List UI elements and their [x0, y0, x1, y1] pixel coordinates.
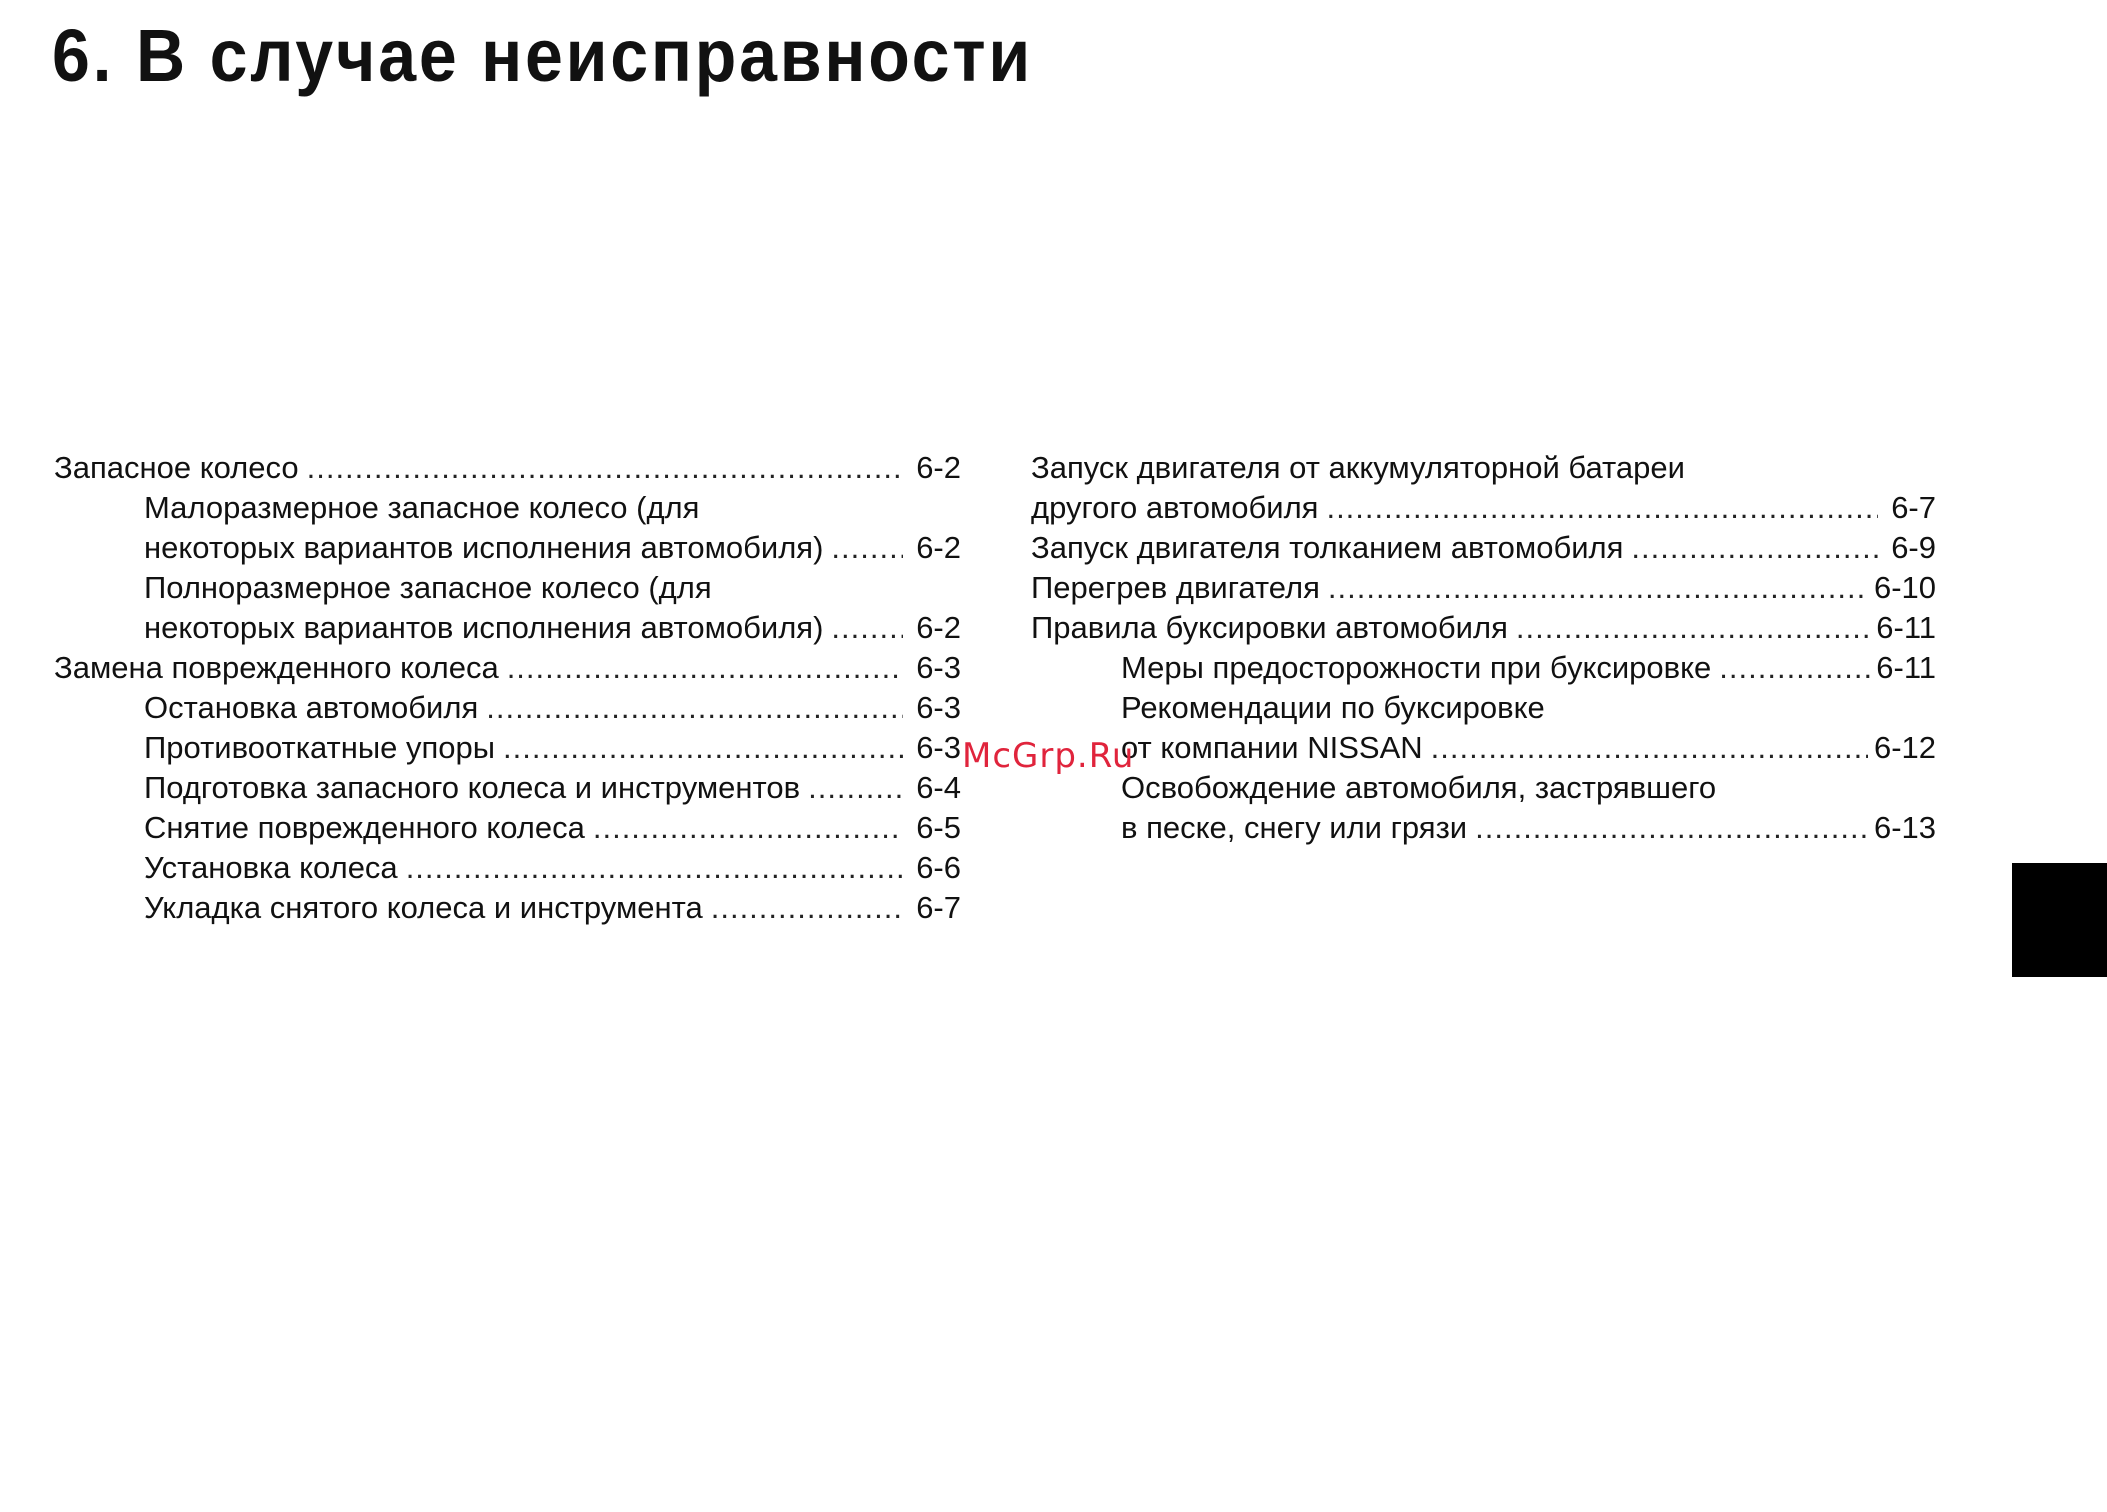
toc-entry[interactable]: [1031, 448, 1936, 528]
toc-leader-dots: [808, 768, 903, 808]
toc-entry[interactable]: [54, 488, 961, 568]
toc-leader-dots: [1516, 608, 1870, 648]
toc-leader-dots: [593, 808, 903, 848]
toc-entry-line: [1031, 528, 1936, 568]
toc-entry-line: [1121, 768, 1936, 808]
toc-entry-line: [1121, 688, 1936, 728]
toc-entry-line: [1031, 488, 1936, 528]
toc-entry[interactable]: [1031, 528, 1936, 568]
toc-entry-title: Рекомендации по буксировке: [1121, 690, 1545, 725]
toc-leader-dots: [1326, 488, 1878, 528]
toc-page-number: 6-5: [916, 810, 961, 845]
toc-page-number: 6-2: [916, 450, 961, 485]
toc-leader-dots: [1328, 568, 1868, 608]
toc-entry-title: Запуск двигателя от аккумуляторной батареи: [1031, 450, 1685, 485]
toc-entry-title: Противооткатные упоры: [144, 730, 496, 765]
watermark: McGrp.Ru: [962, 736, 1135, 776]
toc-entry-title: Замена поврежденного колеса: [54, 650, 499, 685]
toc-entry-line: [1121, 728, 1936, 768]
toc-entry-title: Установка колеса: [144, 850, 398, 885]
toc-entry-title: Освобождение автомобиля, застрявшего: [1121, 770, 1717, 805]
toc-page-number: 6-12: [1873, 730, 1936, 765]
toc-leader-dots: [831, 608, 903, 648]
toc-entry[interactable]: [1031, 768, 1936, 848]
toc-entry-title: в песке, снегу или грязи: [1121, 810, 1468, 845]
toc-leader-dots: [1719, 648, 1870, 688]
toc-entry[interactable]: [54, 848, 961, 888]
toc-entry-line: [144, 488, 961, 528]
toc-entry-line: [144, 688, 961, 728]
toc-entry-line: [1031, 568, 1936, 608]
toc-entry-title: Меры предосторожности при буксировке: [1121, 650, 1712, 685]
toc-leader-dots: [307, 448, 903, 488]
toc-entry-title: Запасное колесо: [54, 450, 299, 485]
toc-leader-dots: [831, 528, 903, 568]
toc-entry-line: [144, 608, 961, 648]
toc-entry-line: [144, 728, 961, 768]
toc-entry-line: [54, 648, 961, 688]
toc-entry[interactable]: [54, 728, 961, 768]
toc-page-number: 6-7: [916, 890, 961, 925]
toc-page-number: 6-10: [1873, 570, 1936, 605]
toc-entry-title: Остановка автомобиля: [144, 690, 479, 725]
toc-page-number: 6-6: [916, 850, 961, 885]
toc-entry-title: Подготовка запасного колеса и инструментов: [144, 770, 801, 805]
toc-leader-dots: [711, 888, 903, 928]
toc-entry-line: [144, 808, 961, 848]
toc-leader-dots: [1431, 728, 1868, 768]
toc-left-column: [54, 448, 961, 928]
toc-page-number: 6-13: [1873, 810, 1936, 845]
toc-entry[interactable]: [54, 888, 961, 928]
toc-leader-dots: [486, 688, 903, 728]
toc-entry-title: Правила буксировки автомобиля: [1031, 610, 1508, 645]
toc-entry-line: [1031, 608, 1936, 648]
toc-page-number: 6-11: [1876, 610, 1936, 645]
toc-entry-line: [144, 888, 961, 928]
toc-entry[interactable]: [54, 768, 961, 808]
toc-entry-title: Укладка снятого колеса и инструмента: [144, 890, 703, 925]
toc-entry[interactable]: [1031, 608, 1936, 648]
toc-entry-line: [1121, 808, 1936, 848]
toc-page-number: 6-3: [916, 650, 961, 685]
section-thumb-tab: [2012, 863, 2107, 977]
toc-entry[interactable]: [1031, 688, 1936, 768]
toc-page-number: 6-11: [1876, 650, 1936, 685]
toc-entry-line: [1121, 648, 1936, 688]
toc-entry-line: [1031, 448, 1936, 488]
toc-entry-title: Снятие поврежденного колеса: [144, 810, 585, 845]
toc-entry[interactable]: [54, 808, 961, 848]
toc-entry-title: Полноразмерное запасное колесо (для: [144, 570, 712, 605]
toc-entry[interactable]: [54, 448, 961, 488]
toc-entry-title: Запуск двигателя толканием автомобиля: [1031, 530, 1624, 565]
toc-page-number: 6-3: [916, 690, 961, 725]
toc-page-number: 6-2: [916, 530, 961, 565]
toc-leader-dots: [503, 728, 903, 768]
toc-leader-dots: [406, 848, 903, 888]
toc-leader-dots: [1475, 808, 1868, 848]
toc-entry-line: [144, 768, 961, 808]
toc-entry[interactable]: [54, 568, 961, 648]
toc-entry-line: [144, 528, 961, 568]
toc-entry[interactable]: [54, 648, 961, 688]
toc-page-number: 6-7: [1891, 490, 1936, 525]
toc-page-number: 6-4: [916, 770, 961, 805]
toc-page-number: 6-9: [1891, 530, 1936, 565]
toc-entry-title: Малоразмерное запасное колесо (для: [144, 490, 700, 525]
toc-entry-title: Перегрев двигателя: [1031, 570, 1320, 605]
toc-right-column: [1031, 448, 1936, 848]
page-title: 6. В случае неисправности: [52, 14, 1034, 97]
toc-entry-title: некоторых вариантов исполнения автомобиля): [144, 610, 824, 645]
toc-entry-line: [144, 848, 961, 888]
toc-page-number: 6-3: [916, 730, 961, 765]
toc-entry-title: другого автомобиля: [1031, 490, 1319, 525]
toc-page-number: 6-2: [916, 610, 961, 645]
toc-entry[interactable]: [1031, 648, 1936, 688]
toc-leader-dots: [1631, 528, 1878, 568]
toc-entry[interactable]: [54, 688, 961, 728]
toc-entry-title: от компании NISSAN: [1121, 730, 1423, 765]
toc-entry[interactable]: [1031, 568, 1936, 608]
toc-entry-line: [144, 568, 961, 608]
toc-entry-title: некоторых вариантов исполнения автомобиля): [144, 530, 824, 565]
toc-entry-line: [54, 448, 961, 488]
toc-leader-dots: [507, 648, 903, 688]
